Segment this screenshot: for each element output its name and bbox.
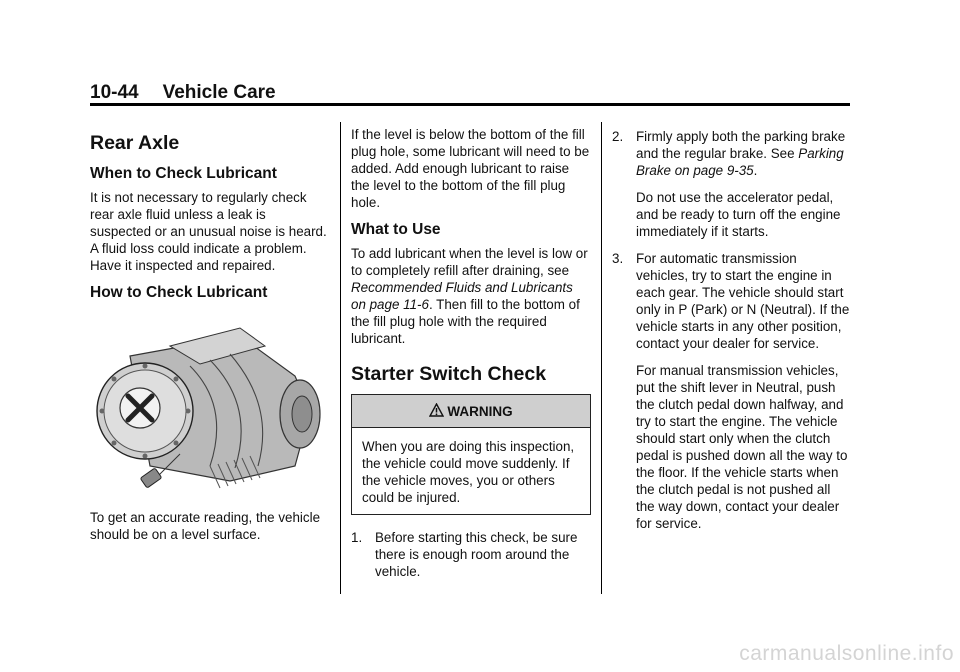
how-to-check-heading: How to Check Lubricant	[90, 284, 268, 301]
step-2-number: 2.	[612, 129, 624, 144]
fluids-reference-link[interactable]: Recommended Fluids and Lubricants on page 11-6	[351, 280, 573, 312]
what-to-use-pre: To add lubricant when the level is low or to completely refill after draining, see	[351, 246, 588, 278]
column-divider-2	[601, 122, 602, 594]
section-title: Vehicle Care	[162, 82, 276, 103]
column-divider-1	[340, 122, 341, 594]
step-2-post: .	[753, 163, 758, 178]
page-number: 10-44	[90, 82, 139, 103]
step-1-number: 1.	[351, 530, 363, 545]
parking-brake-link[interactable]: Parking Brake on page 9-35	[636, 146, 844, 178]
column-3	[612, 122, 852, 542]
warning-box	[351, 394, 591, 515]
fill-level-text: If the level is below the bottom of the fill plug hole, some lubricant will need to be added. Add enough lubricant to raise the level to the bottom of the fill plug hole.	[351, 127, 590, 210]
step-1-text: Before starting this check, be sure there is enough room around the vehicle.	[375, 530, 578, 579]
step-3-manual-note: For manual transmission vehicles, put the shift lever in Neutral, push the clutch pedal down halfway, and try to start the engine. The vehicle should start only when the clutch pedal is pushed down all the way to the floor. If the vehicle starts when the clutch pedal is not pushed all the way down, contact your dealer for service.	[636, 363, 848, 531]
rear-axle-heading: Rear Axle	[90, 132, 180, 154]
column-1	[90, 122, 330, 553]
what-to-use-post: . Then fill to the bottom of the fill plug hole with the required lubricant.	[351, 297, 580, 346]
what-to-use-heading: What to Use	[351, 221, 441, 238]
level-surface-text: To get an accurate reading, the vehicle should be on a level surface.	[90, 510, 321, 542]
step-2	[612, 128, 852, 179]
warning-title: WARNING	[447, 404, 513, 419]
step-2-text	[636, 128, 852, 179]
step-1	[351, 529, 591, 580]
step-3-number: 3.	[612, 251, 624, 266]
starter-switch-heading: Starter Switch Check	[351, 363, 547, 385]
what-to-use-text	[351, 245, 591, 347]
warning-triangle-icon	[429, 403, 444, 417]
step-3	[612, 250, 852, 352]
warning-text: When you are doing this inspection, the vehicle could move suddenly. If the vehicle moves, you or others could be injured.	[362, 439, 575, 505]
step-2-pre: Firmly apply both the parking brake and the regular brake. See	[636, 129, 846, 161]
watermark: carmanualsonline.info	[739, 642, 954, 665]
header-rule	[90, 103, 850, 106]
step-2-note: Do not use the accelerator pedal, and be ready to turn off the engine immediately if it starts.	[636, 190, 841, 239]
rear-axle-illustration	[90, 316, 326, 494]
when-to-check-text: It is not necessary to regularly check rear axle fluid unless a leak is suspected or an unusual noise is heard. A fluid loss could indicate a problem. Have it inspected and repaired.	[90, 190, 327, 273]
page-header	[90, 82, 276, 104]
step-3-text: For automatic transmission vehicles, try to start the engine in each gear. The vehicle should start only in P (Park) or N (Neutral). If the vehicle starts in any other position, contact your dealer for service.	[636, 251, 850, 351]
column-2	[351, 122, 591, 590]
when-to-check-heading: When to Check Lubricant	[90, 165, 277, 182]
warning-header	[352, 395, 590, 428]
